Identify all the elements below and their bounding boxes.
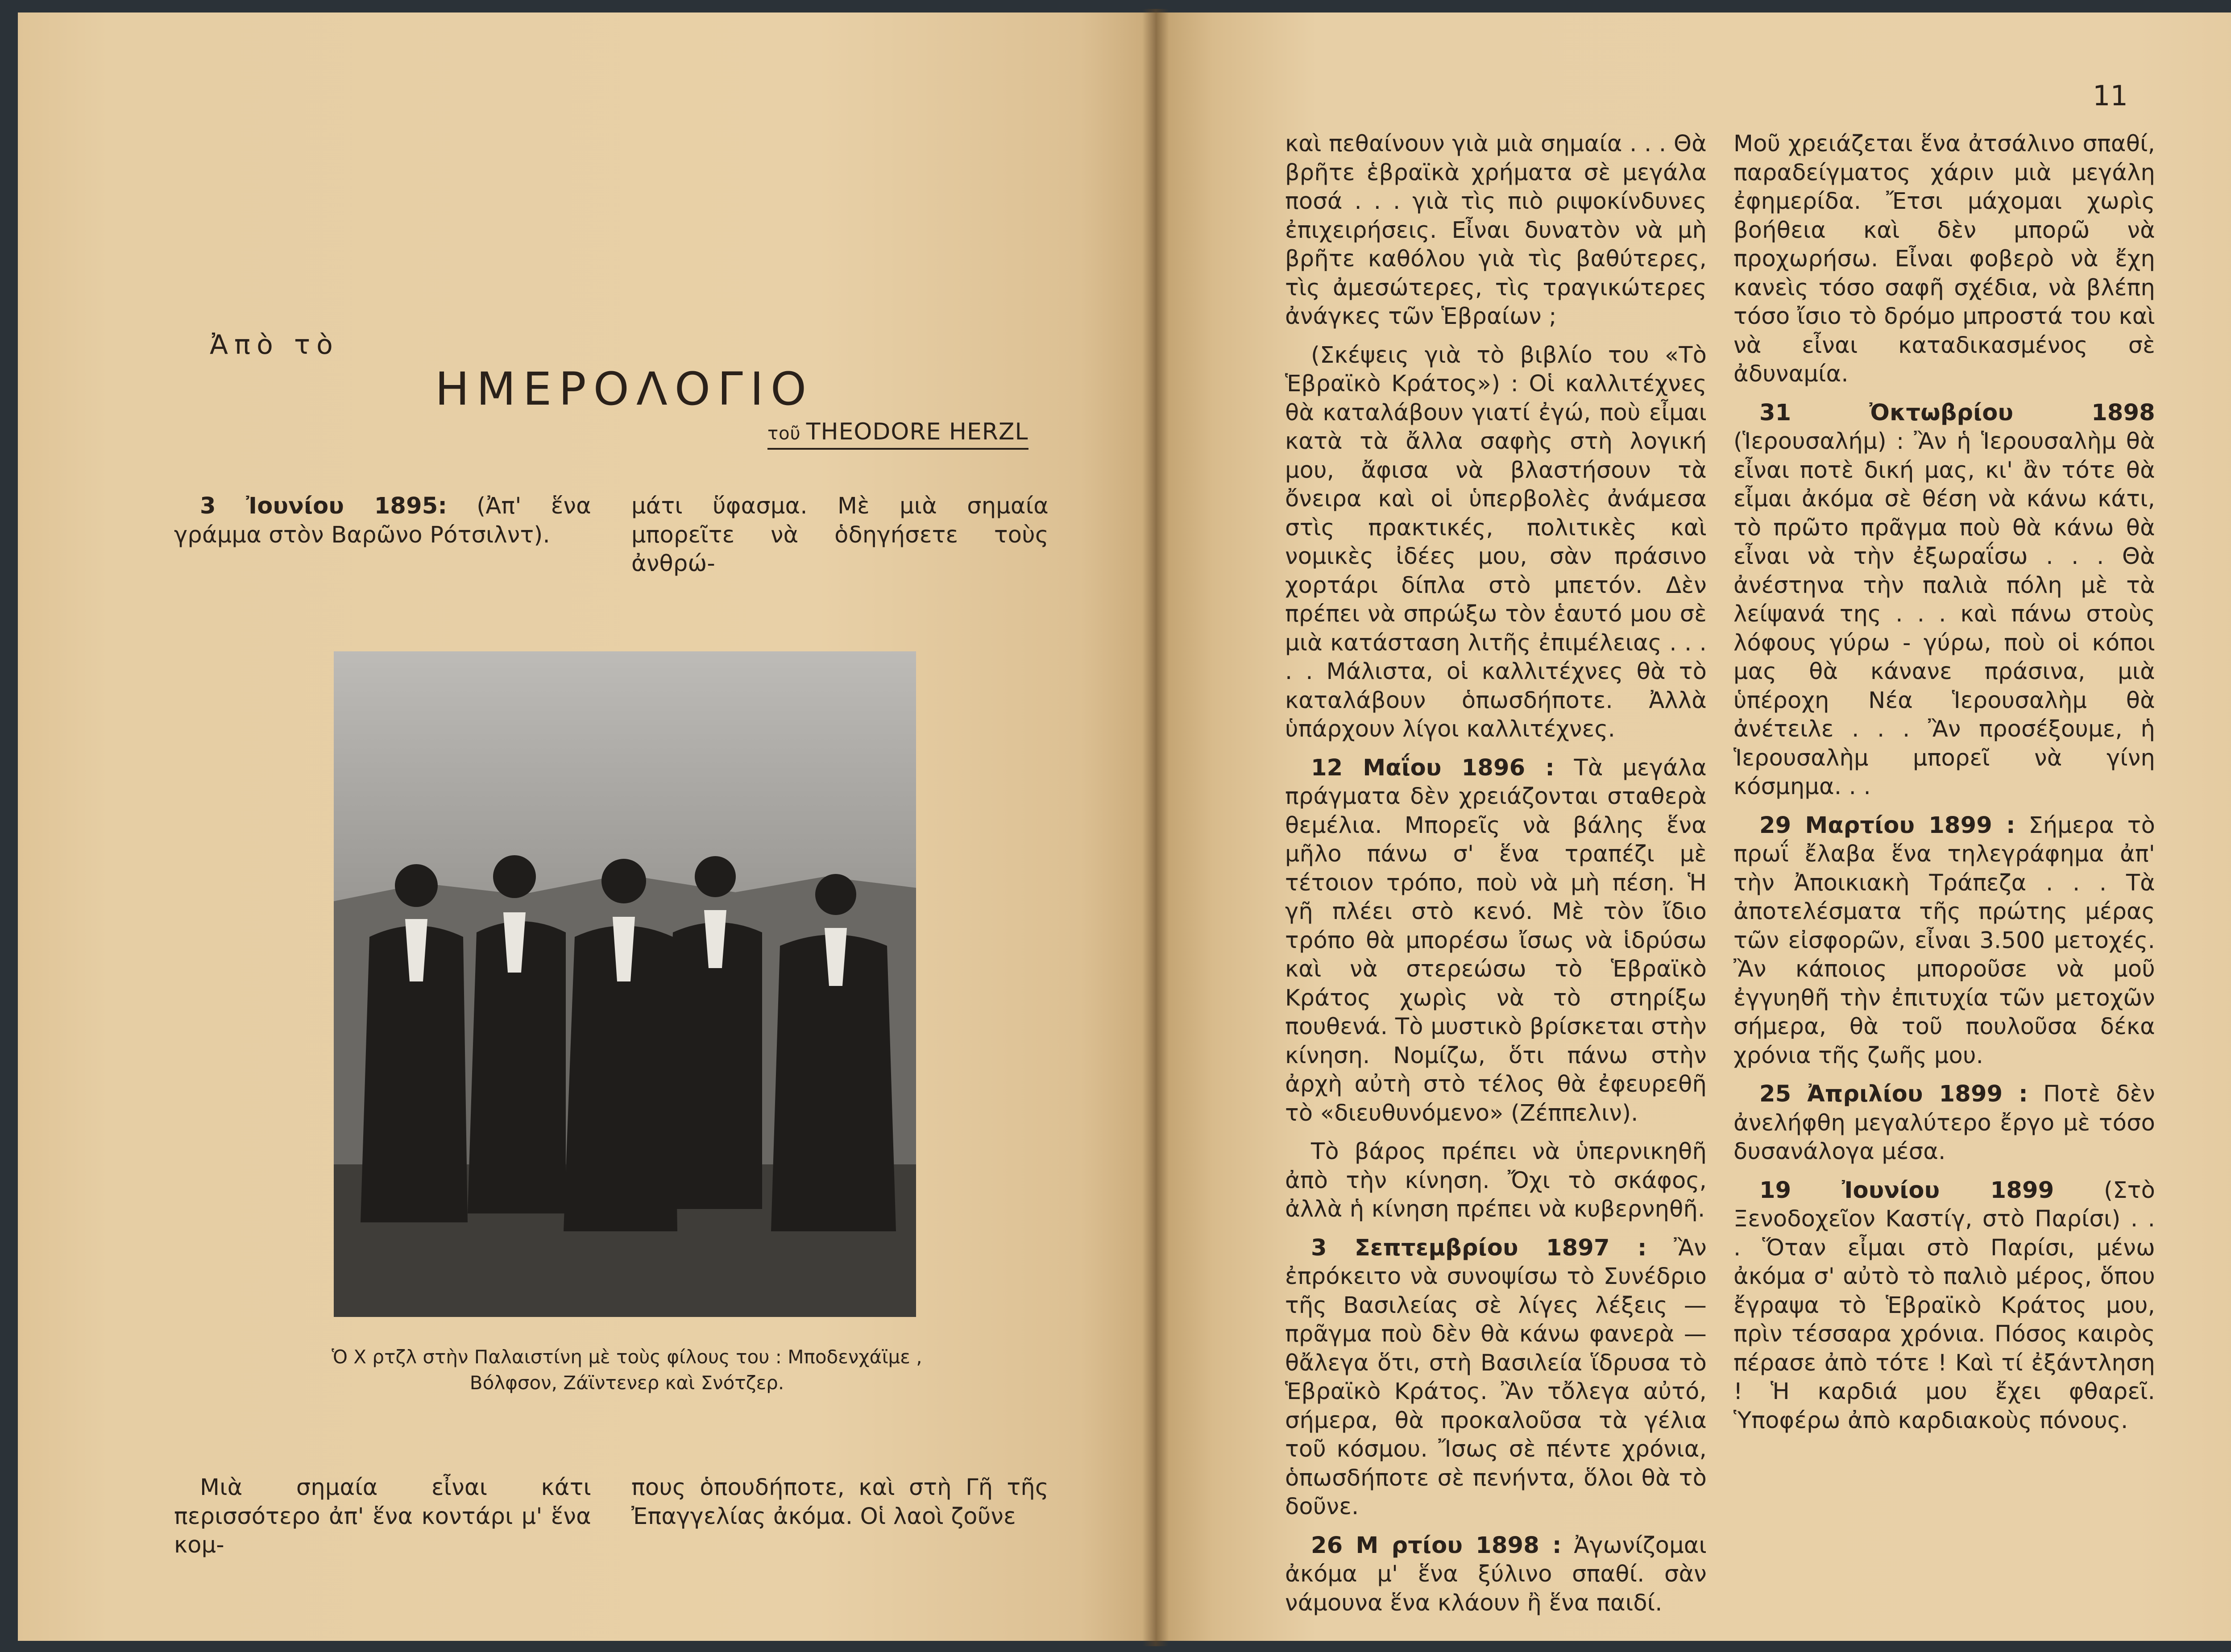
page-number: 11 — [2093, 79, 2128, 112]
right-column-1 — [1285, 130, 1707, 1618]
entry-date: 26 Μ ρτίου 1898 : — [1311, 1532, 1562, 1559]
entry-paragraph — [1733, 1080, 2155, 1167]
entry-text: μάτι ὕφασμα. Μὲ μιὰ σημαία μπορεῖτε νὰ ὁδηγήσετε τοὺς ἀνθρώ- — [631, 493, 1049, 577]
bottom-column-1 — [174, 1474, 591, 1560]
group-photograph — [334, 651, 916, 1317]
right-column-2 — [1733, 130, 2155, 1435]
entry-date: 3 Ἰουνίου 1895: — [200, 493, 448, 519]
intro-column-2 — [631, 492, 1049, 579]
photo-image — [334, 651, 916, 1317]
left-page — [18, 12, 1160, 1641]
intro-column-1 — [174, 492, 591, 550]
article-kicker: Ἀπὸ τὸ — [210, 329, 339, 360]
entry-date: 19 Ἰουνίου 1899 — [1759, 1177, 2054, 1204]
entry-paragraph — [1733, 130, 2155, 389]
entry-text: (Σκέψεις γιὰ τὸ βιβλίο του «Τὸ Ἑβραϊκὸ Κράτος») : Οἱ καλλιτέχνες θὰ καταλάβουν γιατί ἐγώ, ποὺ εἶμαι κατὰ τὰ ἄλλα σαφὴς στὴ λογική μου, ἄφισα νὰ βλαστήσουν τὰ ὄνειρα καὶ οἱ ὑπερβολὲς ἀνάμεσα στὶς πρακτικές, πολιτικὲς καὶ νομικὲς ἰδέες μου, σὰν πράσινο χορτάρι δίπλα στὸ μπετόν. Δὲν πρέπει νὰ σπρώξω τὸν ἑαυτό μου σὲ μιὰ κατάσταση λιτῆς ἐπιμέλειας . . . . . Μάλιστα, οἱ καλλιτέχνες θὰ τὸ καταλάβουν ὁπωσδήποτε. Ἀλλὰ ὑπάρχουν λίγοι καλλιτέχνες. — [1285, 342, 1707, 742]
entry-paragraph — [1285, 130, 1707, 331]
article-headline: ΗΜΕΡΟΛΟΓΙΟ — [435, 363, 814, 416]
entry-paragraph — [1285, 1234, 1707, 1522]
entry-text: Σήμερα τὸ πρωΐ ἔλαβα ἕνα τηλεγράφημα ἀπ' τὴν Ἀποικιακὴ Τράπεζα . . . Τὰ ἀποτελέσματα τῆς πρώτης μέρας τῶν εἰσφορῶν, εἶναι 3.500 μετοχές. Ἂν κάποιος μποροῦσε νὰ μοῦ ἐγγυηθῆ τὴν ἐπιτυχία τῶν μετοχῶν σήμερα, θὰ τοῦ πουλοῦσα δέκα χρόνια τῆς ζωῆς μου. — [1733, 812, 2155, 1069]
entry-paragraph — [1285, 1532, 1707, 1618]
entry-text: πους ὁπουδήποτε, καὶ στὴ Γῆ τῆς Ἐπαγγελίας ἀκόμα. Οἱ λαοὶ ζοῦνε — [631, 1474, 1049, 1530]
entry-date: 12 Μαΐου 1896 : — [1311, 754, 1555, 781]
entry-date: 3 Σεπτεμβρίου 1897 : — [1311, 1234, 1647, 1261]
entry-paragraph — [1733, 399, 2155, 802]
photo-caption: Ὁ Χ ρτζλ στὴν Παλαιστίνη μὲ τοὺς φίλους του : Μποδενχάϊμε , Βόλφσον, Ζάϊντενερ καὶ Σνότζερ. — [332, 1346, 922, 1394]
entry-text: Ἀγωνίζομαι ἀκόμα μ' ἕνα ξύλινο σπαθί. σὰν νάμουνα ἕνα κλάουν ἢ ἕνα παιδί. — [1285, 1532, 1707, 1616]
entry-date: 31 Ὀκτωβρίου 1898 — [1759, 399, 2155, 426]
entry-paragraph — [1285, 341, 1707, 744]
entry-date: 25 Ἀπριλίου 1899 : — [1759, 1081, 2028, 1107]
entry-text: Ἂν ἐπρόκειτο νὰ συνοψίσω τὸ Συνέδριο τῆς Βασιλείας σὲ λίγες λέξεις — πρᾶγμα ποὺ δὲν θὰ κάνω φανερὰ — θἄλεγα ὅτι, στὴ Βασιλεία ἵδρυσα τὸ Ἑβραϊκὸ Κράτος. Ἂν τὄλεγα αὐτό, σήμερα, θὰ προκαλοῦσα τὰ γέλια τοῦ κόσμου. Ἴσως σὲ πέντε χρόνια, ὁπωσδήποτε σὲ πενήντα, ὅλοι θὰ τὸ δοῦνε. — [1285, 1234, 1707, 1520]
entry-text: (Ἀπ' ἕνα γράμμα στὸν Βαρῶνο Ρότσιλντ). — [174, 493, 591, 548]
article-byline — [767, 418, 1028, 450]
entry-text: (Στὸ Ξενοδοχεῖον Καστίγ, στὸ Παρίσι) . . . Ὅταν εἶμαι στὸ Παρίσι, μένω ἀκόμα σ' αὐτὸ τὸ παλιὸ μέρος, ὅπου ἔγραψα τὸ Ἑβραϊκὸ Κράτος μου, πρὶν τέσσαρα χρόνια. Πόσος καιρὸς πέρασε ἀπὸ τότε ! Καὶ τί ἐξάντληση ! Ἡ καρδιά μου ἔχει φθαρεῖ. Ὑποφέρω ἀπὸ καρδιακοὺς πόνους. — [1733, 1177, 2155, 1434]
entry-paragraph — [1285, 1138, 1707, 1224]
byline-author: THEODORE HERZL — [806, 418, 1028, 445]
entry-text: καὶ πεθαίνουν γιὰ μιὰ σημαία . . . Θὰ βρῆτε ἑβραϊκὰ χρήματα σὲ μεγάλα ποσά . . . γιὰ τὶς πιὸ ριψοκίνδυνες ἐπιχειρήσεις. Εἶναι δυνατὸν νὰ μὴ βρῆτε καθόλου γιὰ τὶς βαθύτερες, τὶς ἀμεσώτερες, τὶς τραγικώτερες ἀνάγκες τῶν Ἑβραίων ; — [1285, 131, 1707, 330]
entry-text: Ποτὲ δὲν ἀνελήφθη μεγαλύτερο ἔργο μὲ τόσο δυσανάλογα μέσα. — [1733, 1081, 2155, 1165]
byline-prefix: τοῦ — [767, 423, 801, 444]
entry-text: Τὰ μεγάλα πράγματα δὲν χρειάζονται σταθερὰ θεμέλια. Μπορεῖς νὰ βάλης ἕνα μῆλο πάνω σ' ἕνα τραπέζι μὲ τέτοιον τρόπο, ποὺ νὰ μὴ πέση. Ἡ γῆ πλέει στὸ κενό. Μὲ τὸν ἴδιο τρόπο θὰ μπορέσω ἴσως νὰ ἱδρύσω καὶ νὰ στερεώσω τὸ Ἑβραϊκὸ Κράτος χωρὶς νὰ τὸ στηρίξω πουθενά. Τὸ μυστικὸ βρίσκεται στὴν κίνηση. Νομίζω, ὅτι πάνω στὴν ἀρχὴ αὐτὴ στὸ τέλος θὰ ἐφευρεθῆ τὸ «διευθυνόμενο» (Ζέππελιν). — [1285, 754, 1707, 1126]
book-spine — [1142, 9, 1169, 1646]
bottom-column-2 — [631, 1474, 1049, 1531]
entry-paragraph — [1285, 754, 1707, 1128]
entry-date: 29 Μαρτίου 1899 : — [1759, 812, 2015, 839]
entry-text: Τὸ βάρος πρέπει νὰ ὑπερνικηθῆ ἀπὸ τὴν κίνηση. Ὄχι τὸ σκάφος, ἀλλὰ ἡ κίνηση πρέπει νὰ κυβερνηθῆ. — [1285, 1139, 1707, 1222]
right-page — [1156, 12, 2231, 1641]
entry-text: Μοῦ χρειάζεται ἕνα ἀτσάλινο σπαθί, παραδείγματος χάριν μιὰ μεγάλη ἐφημερίδα. Ἔτσι μάχομαι χωρὶς βοήθεια καὶ δὲν μπορῶ νὰ προχωρήσω. Εἶναι φοβερὸ νὰ ἔχη κανεὶς τόσο σαφῆ σχέδια, νὰ βλέπη τόσο ἴσιο τὸ δρόμο μπροστά του καὶ νὰ εἶναι καταδικασμένος σὲ ἀδυναμία. — [1733, 131, 2155, 387]
entry-paragraph — [1733, 1176, 2155, 1436]
entry-text: Μιὰ σημαία εἶναι κάτι περισσότερο ἀπ' ἕνα κοντάρι μ' ἕνα κομ- — [174, 1474, 591, 1558]
entry-text: (Ἱερουσαλήμ) : Ἂν ἡ Ἱερουσαλὴμ θὰ εἶναι ποτὲ δική μας, κι' ἂν τότε θὰ εἶμαι ἀκόμα σὲ θέση νὰ κάνω κάτι, τὸ πρῶτο πρᾶγμα ποὺ θὰ κάνω θὰ εἶναι νὰ τὴν ἐξωραΐσω . . . Θὰ ἀνέστηνα τὴν παλιὰ πόλη μὲ τὰ λείψανά της . . . καὶ πάνω στοὺς λόφους γύρω - γύρω, ποὺ οἱ κόποι μας θὰ κάνανε πράσινα, μιὰ ὑπέροχη Νέα Ἱερουσαλὴμ θὰ ἀνέτειλε . . . Ἂν προσέξουμε, ἡ Ἱερουσαλὴμ μπορεῖ νὰ γίνη κόσμημα. . . — [1733, 428, 2155, 800]
entry-paragraph — [1733, 812, 2155, 1071]
